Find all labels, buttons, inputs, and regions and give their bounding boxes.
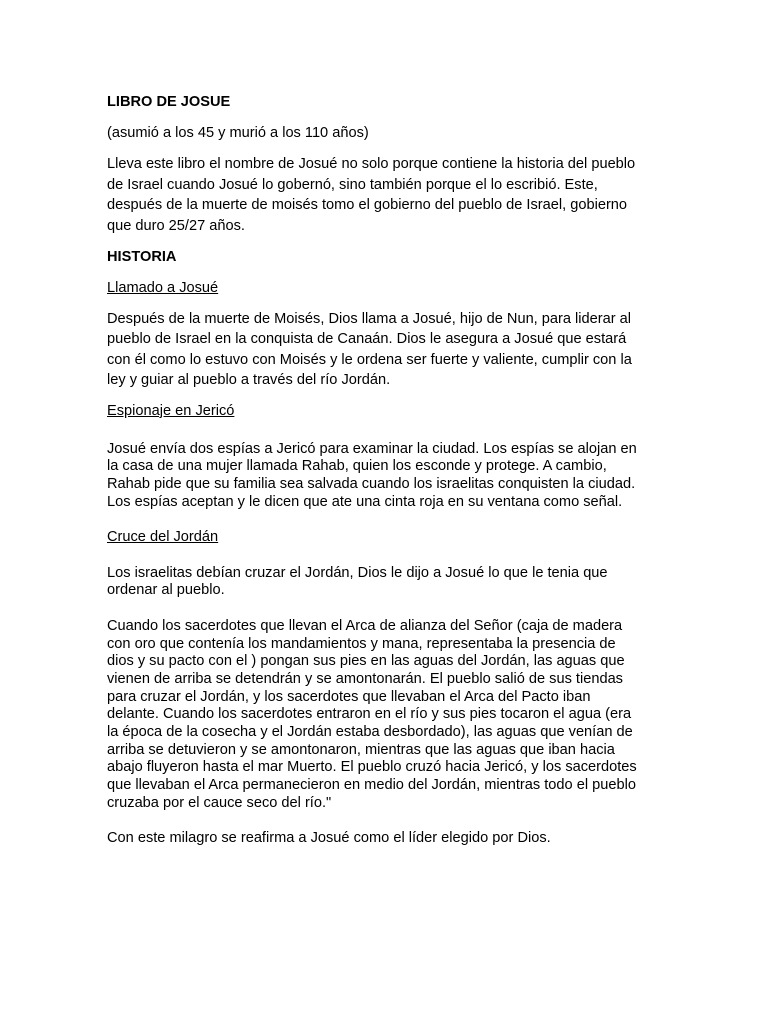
cruce-paragraph-1 (107, 565, 659, 600)
intro-paragraph (107, 154, 659, 236)
cruce-line: cruzaba por el cauce seco del río." (107, 794, 332, 811)
espionaje-line: Josué envía dos espías a Jericó para examinar la ciudad. Los espías se alojan en (107, 440, 637, 457)
intro-line: que duro 25/27 años. (107, 217, 245, 234)
cruce-paragraph-3: Con este milagro se reafirma a Josué como el líder elegido por Dios. (107, 830, 551, 847)
intro-line: Lleva este libro el nombre de Josué no solo porque contiene la historia del pueblo (107, 156, 636, 172)
llamado-line: pueblo de Israel en la conquista de Canaán. Dios le asegura a Josué que estará (107, 331, 627, 347)
cruce-paragraph-2 (107, 618, 659, 813)
cruce-line: Los israelitas debían cruzar el Jordán, Dios le dijo a Josué lo que le tenia que (107, 564, 608, 581)
cruce-line: para cruzar el Jordán, y los sacerdotes que llevaban el Arca del Pacto iban (107, 688, 591, 705)
espionaje-line: Rahab pide que su familia sea salvada cuando los israelitas conquisten la ciudad. (107, 475, 636, 492)
intro-line: de Israel cuando Josué lo gobernó, sino también porque el lo escribió. Este, (107, 176, 598, 193)
document-page (107, 92, 659, 848)
document-title: LIBRO DE JOSUE (107, 94, 231, 110)
intro-line: después de la muerte de moisés tomo el gobierno del pueblo de Israel, gobierno (107, 197, 628, 213)
cruce-line: con oro que contenía los mandamientos y mana, representaba la presencia de (107, 635, 616, 652)
cruce-line: abajo fluyeron hasta el mar Muerto. El pueblo cruzó hacia Jericó, y los sacerdotes (107, 759, 637, 776)
espionaje-heading: Espionaje en Jericó (107, 403, 235, 419)
espionaje-line: Los espías aceptan y le dicen que ate una cinta roja en su ventana como señal. (107, 493, 623, 510)
section-heading-historia: HISTORIA (107, 248, 177, 265)
cruce-line: la época de la cosecha y el Jordán estaba desbordado), las aguas que venían de (107, 724, 633, 741)
cruce-line: Cuando los sacerdotes que llevan el Arca de alianza del Señor (caja de madera (107, 617, 623, 634)
cruce-line: arriba se detuvieron y se amontonaron, mientras que las aguas que iban hacia (107, 741, 615, 758)
llamado-line: ley y guiar al pueblo a través del río Jordán. (107, 372, 391, 388)
llamado-paragraph (107, 309, 659, 391)
cruce-line: delante. Cuando los sacerdotes entraron en el río y sus pies tocaron el agua (era (107, 706, 632, 723)
llamado-line: Después de la muerte de Moisés, Dios llama a Josué, hijo de Nun, para liderar al (107, 310, 632, 327)
espionaje-paragraph (107, 441, 659, 512)
llamado-line: con él como lo estuvo con Moisés y le ordena ser fuerte y valiente, cumplir con la (107, 351, 632, 368)
cruce-line: que llevaban el Arca permanecieron en medio del Jordán, mientras todo el pueblo (107, 777, 636, 794)
cruce-line: ordenar al pueblo. (107, 582, 225, 599)
llamado-heading: Llamado a Josué (107, 279, 219, 296)
cruce-line: vienen de arriba se detendrán y se amontonarán. El pueblo salió de sus tiendas (107, 670, 623, 687)
cruce-heading: Cruce del Jordán (107, 529, 219, 546)
cruce-line: dios y su pacto con el ) pongan sus pies en las aguas del Jordán, las aguas que (107, 653, 625, 670)
document-subtitle: (asumió a los 45 y murió a los 110 años) (107, 125, 369, 141)
espionaje-line: la casa de una mujer llamada Rahab, quien los esconde y protege. A cambio, (107, 458, 607, 475)
